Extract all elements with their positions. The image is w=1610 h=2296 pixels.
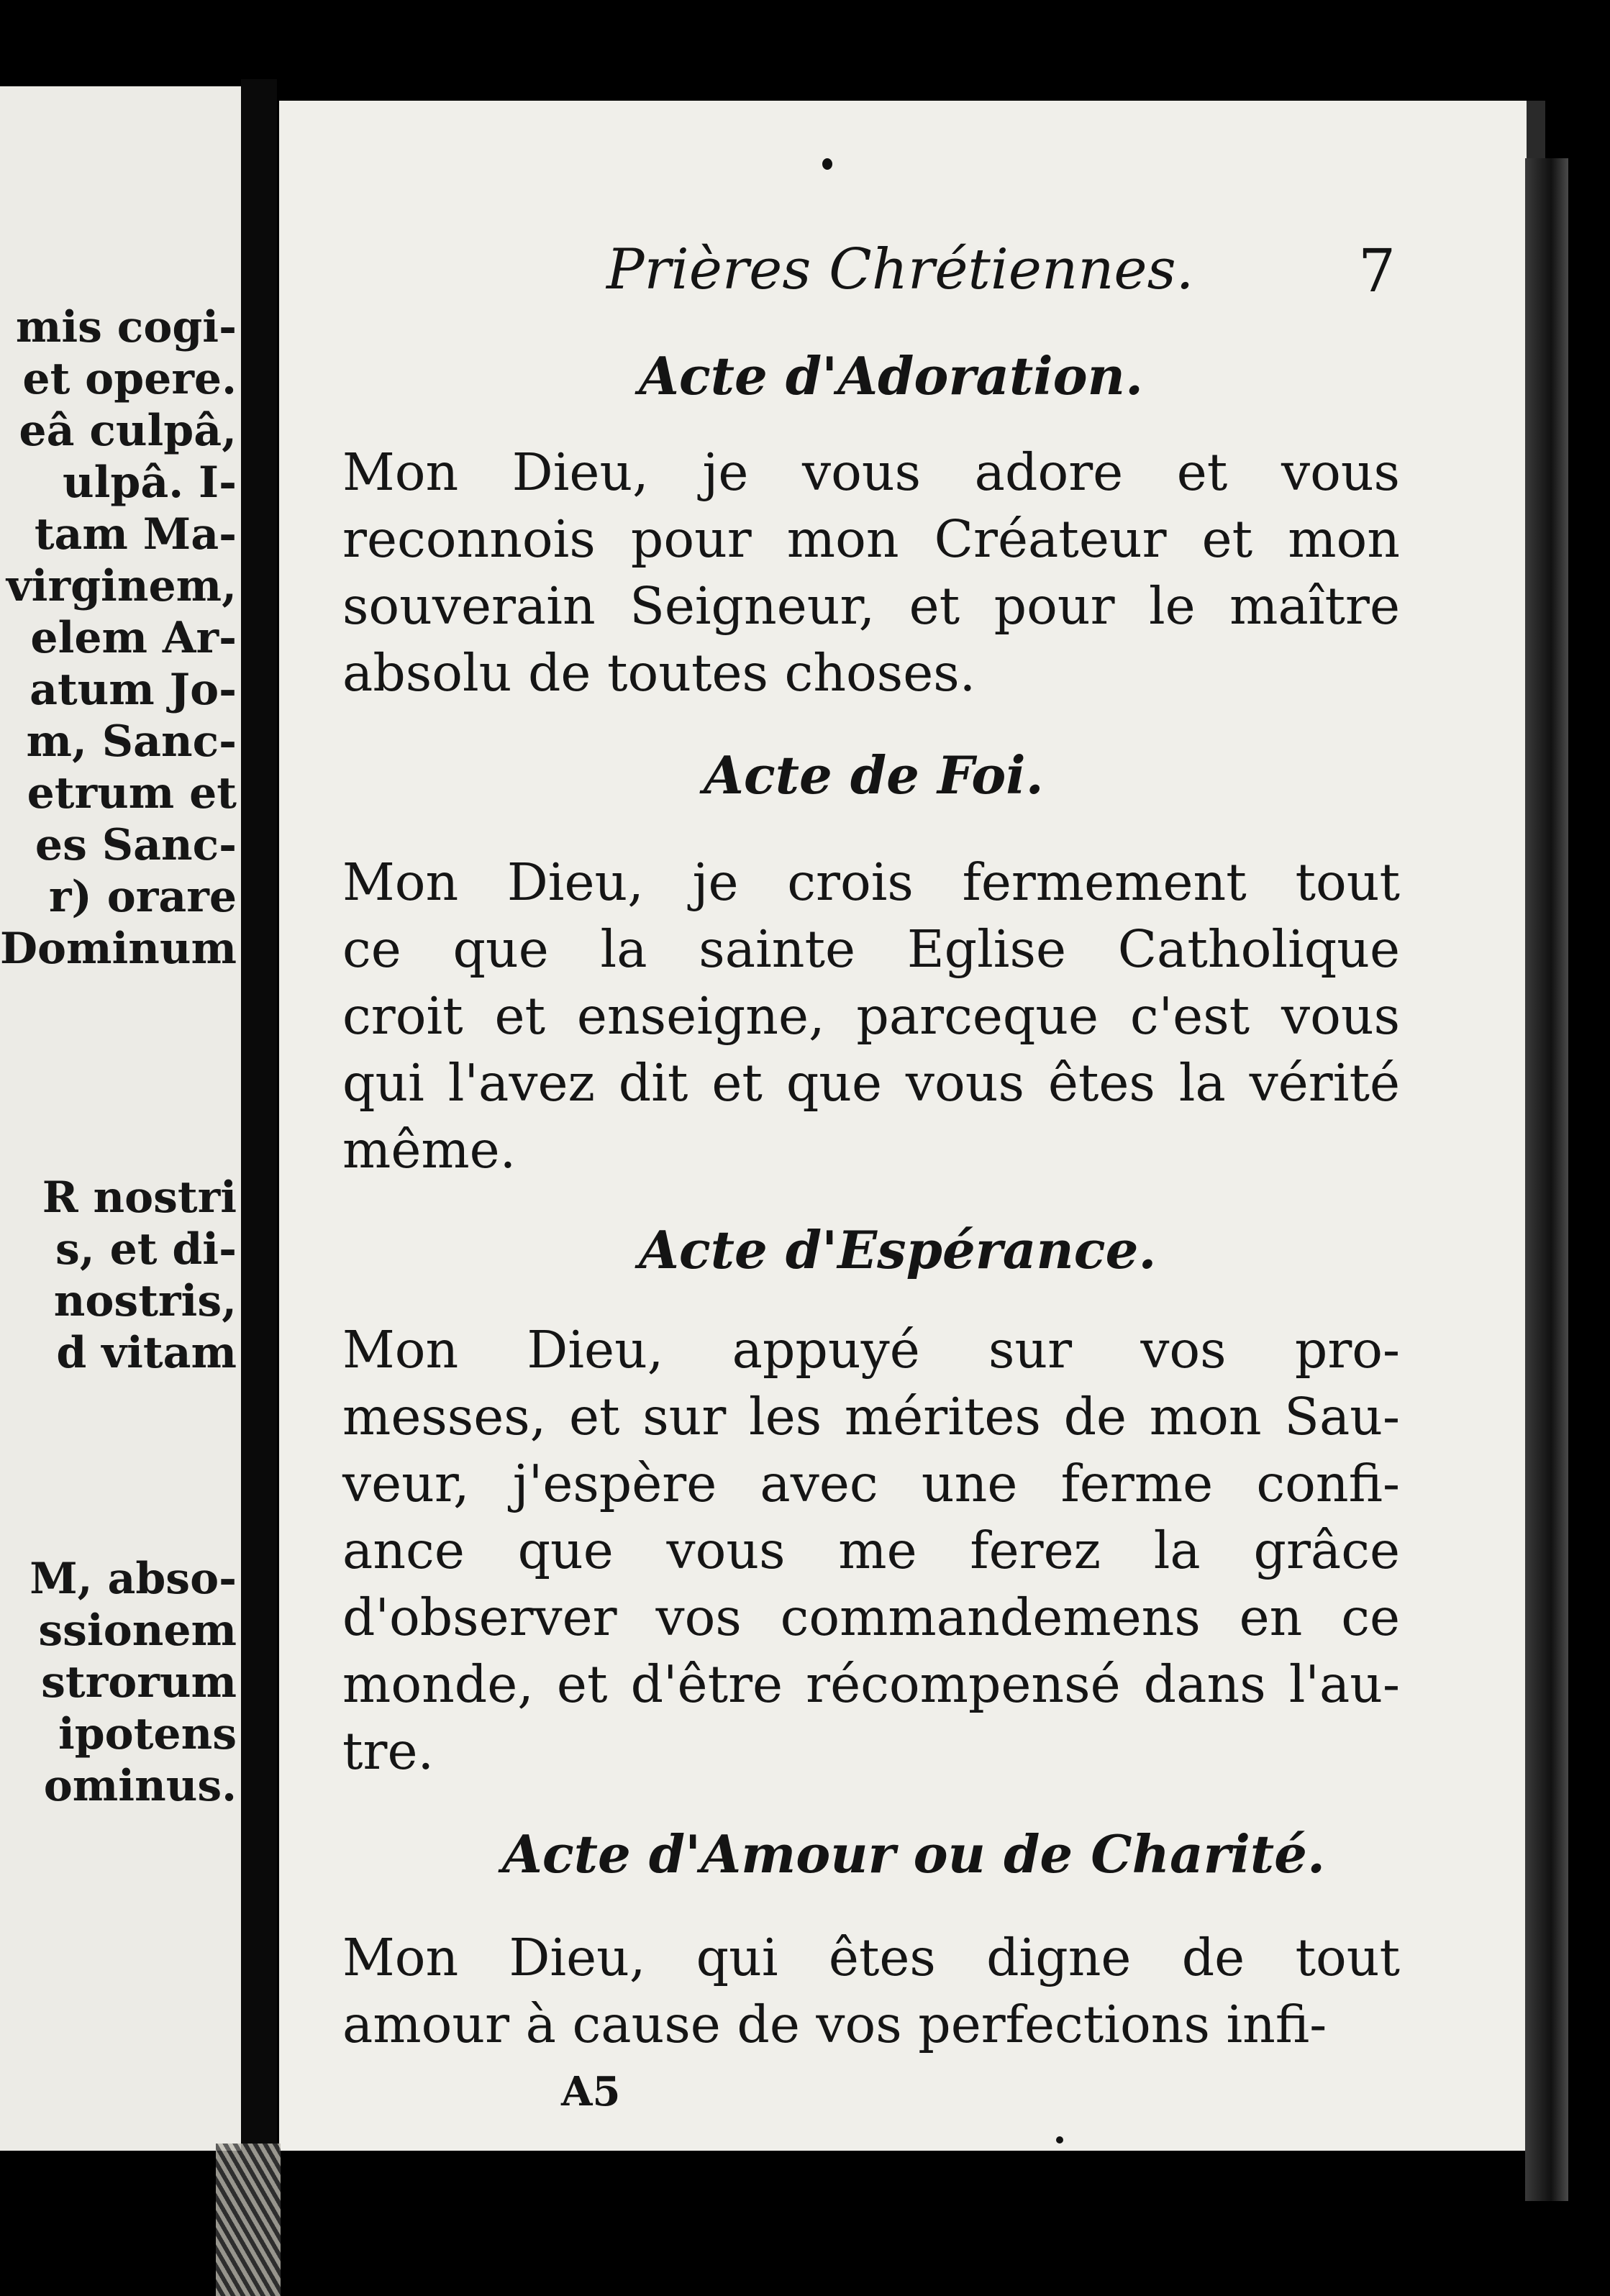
left-page-line: ulpâ. I- [63,457,237,508]
paragraph-line: amour à cause de vos perfections infi- [342,1995,1327,2054]
left-page-line: elem Ar- [30,613,237,663]
left-page-line: ipotens [58,1709,237,1759]
running-header [279,237,1545,316]
left-page-line: s, et di- [55,1224,237,1275]
section-title-adoration: Acte d'Adoration. [639,345,1144,406]
book-gutter [241,79,277,2165]
left-page-line: mis cogi- [15,302,237,352]
left-page-fragment [0,86,241,2151]
right-page [279,101,1545,2151]
left-page-line: etrum et [27,768,237,819]
paragraph-line: Mon Dieu, appuyé sur vos pro- [342,1320,1400,1380]
paragraph-line: Mon Dieu, qui êtes digne de tout [342,1928,1400,1987]
paragraph-adoration [342,439,1400,706]
paragraph-line: souverain Seigneur, et pour le maître [342,576,1400,636]
running-title: Prières Chrétiennes. [606,237,1194,302]
signature-mark: A5 [561,2068,621,2115]
left-page-line: Dominum [0,924,237,974]
section-title-amour: Acte d'Amour ou de Charité. [502,1823,1326,1885]
ink-speck [822,158,832,170]
paragraph-line: ance que vous me ferez la grâce [342,1521,1400,1580]
paragraph-line: messes, et sur les mérites de mon Sau- [342,1387,1400,1447]
left-page-line: ssionem [38,1605,237,1656]
paragraph-line: d'observer vos commandemens en ce [342,1587,1400,1647]
paragraph-line: tre. [342,1721,435,1781]
left-page-line: ominus. [43,1761,237,1811]
left-page-line: d vitam [56,1328,237,1378]
page-number: 7 [1358,237,1396,306]
left-page-line: eâ culpâ, [19,406,237,456]
page-edge [1525,158,1568,2201]
left-page-line: R nostri [42,1172,237,1223]
section-title-foi: Acte de Foi. [704,744,1044,806]
left-page-line: tam Ma- [34,509,237,560]
paragraph-line: reconnois pour mon Créateur et mon [342,509,1400,569]
ink-speck [1056,2136,1063,2144]
section-title-esperance: Acte d'Espérance. [639,1219,1157,1280]
paragraph-line: ce que la sainte Eglise Catholique [342,919,1400,979]
paragraph-line: veur, j'espère avec une ferme confi- [342,1454,1400,1513]
paragraph-line: monde, et d'être récompensé dans l'au- [342,1654,1400,1714]
paragraph-amour [342,1924,1400,2058]
paragraph-esperance [342,1316,1400,1785]
left-page-line: r) orare [48,872,237,922]
bookmark-ribbon [216,2144,281,2296]
left-page-line: es Sanc- [35,820,237,870]
paragraph-foi [342,849,1400,1183]
left-page-line: nostris, [53,1276,237,1326]
paragraph-line: Mon Dieu, je vous adore et vous [342,442,1400,502]
paragraph-line: croit et enseigne, parceque c'est vous [342,986,1400,1046]
paragraph-line: Mon Dieu, je crois fermement tout [342,852,1400,912]
paragraph-line: qui l'avez dit et que vous êtes la vérité [342,1053,1400,1113]
paragraph-line: même. [342,1120,517,1180]
paragraph-line: absolu de toutes choses. [342,643,976,703]
left-page-line: et opere. [22,354,237,404]
left-page-line: m, Sanc- [26,716,237,767]
left-page-line: virginem, [6,561,237,611]
left-page-line: M, abso- [29,1554,237,1604]
left-page-line: atum Jo- [29,665,237,715]
left-page-line: strorum [41,1657,237,1708]
